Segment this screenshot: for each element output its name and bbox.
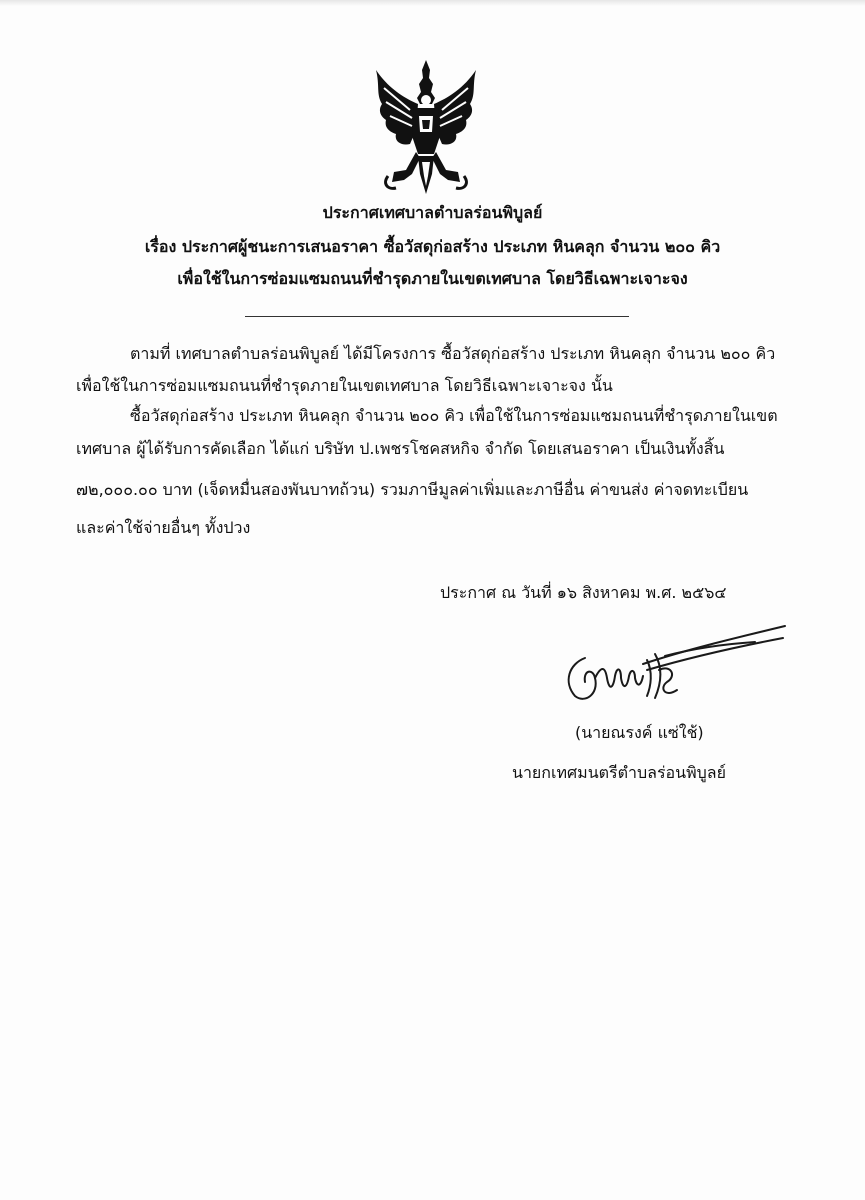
divider: [245, 316, 629, 317]
subject-line-2: เพื่อใช้ในการซ่อมแซมถนนที่ชำรุดภายในเขตเทศบาล โดยวิธีเฉพาะเจาะจง: [177, 269, 688, 288]
signer-name: (นายณรงค์ แซ่ใช้): [575, 723, 704, 742]
garuda-emblem-icon: [370, 58, 482, 196]
issuer-heading: ประกาศเทศบาลตำบลร่อนพิบูลย์: [322, 203, 543, 222]
subject-line-1: เรื่อง ประกาศผู้ชนะการเสนอราคา ซื้อวัสดุก่อสร้าง ประเภท หินคลุก จำนวน ๒๐๐ คิว: [144, 237, 721, 256]
signature-image: [555, 620, 790, 712]
paragraph2-line4: และค่าใช้จ่ายอื่นๆ ทั้งปวง: [76, 518, 251, 537]
paragraph2-line3: ๗๒,๐๐๐.๐๐ บาท (เจ็ดหมื่นสองพันบาทถ้วน) รวมภาษีมูลค่าเพิ่มและภาษีอื่น ค่าขนส่ง ค่าจดทะเบียน: [76, 480, 749, 499]
paragraph2-line1: ซื้อวัสดุก่อสร้าง ประเภท หินคลุก จำนวน ๒๐๐ คิว เพื่อใช้ในการซ่อมแซมถนนที่ชำรุดภายในเขต: [130, 406, 778, 425]
paragraph1-line2: เพื่อใช้ในการซ่อมแซมถนนที่ชำรุดภายในเขตเทศบาล โดยวิธีเฉพาะเจาะจง นั้น: [76, 376, 613, 395]
paragraph2-line2: เทศบาล ผู้ได้รับการคัดเลือก ได้แก่ บริษัท ป.เพชรโชคสหกิจ จำกัด โดยเสนอราคา เป็นเงินทั้งสิ้น: [76, 439, 725, 458]
scan-edge: [0, 0, 865, 6]
announcement-date: ประกาศ ณ วันที่ ๑๖ สิงหาคม พ.ศ. ๒๕๖๔: [440, 583, 727, 602]
signer-title: นายกเทศมนตรีตำบลร่อนพิบูลย์: [512, 763, 726, 782]
paragraph1-line1: ตามที่ เทศบาลตำบลร่อนพิบูลย์ ได้มีโครงการ ซื้อวัสดุก่อสร้าง ประเภท หินคลุก จำนวน ๒๐๐ คิว: [130, 344, 776, 363]
